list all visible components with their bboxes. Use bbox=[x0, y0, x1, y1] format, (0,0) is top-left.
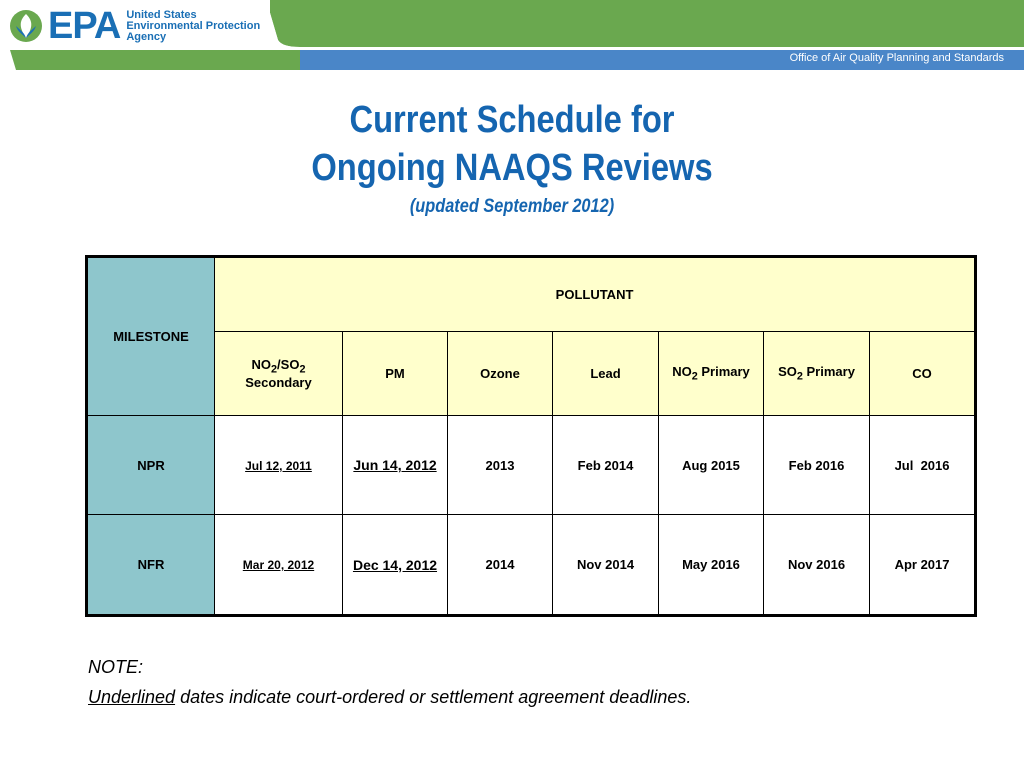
slide-title-block bbox=[0, 96, 1024, 222]
col-header-pm: PM bbox=[343, 332, 448, 416]
agency-line-3: Agency bbox=[126, 30, 167, 43]
cell-nfr-no2: May 2016 bbox=[659, 515, 764, 616]
office-label: Office of Air Quality Planning and Standards bbox=[789, 52, 1004, 64]
note-rest: dates indicate court-ordered or settlement agreement deadlines. bbox=[175, 687, 692, 707]
cell-nfr-ozone: 2014 bbox=[448, 515, 553, 616]
cell-nfr-co: Apr 2017 bbox=[870, 515, 976, 616]
epa-logo bbox=[8, 6, 260, 46]
pollutant-header: POLLUTANT bbox=[215, 257, 976, 332]
note-text bbox=[88, 682, 691, 712]
cell-npr-pm: Jun 14, 2012 bbox=[343, 416, 448, 515]
note-underlined-word: Underlined bbox=[88, 687, 176, 707]
agency-line-1: United States bbox=[126, 8, 197, 21]
cell-npr-lead: Feb 2014 bbox=[553, 416, 659, 515]
col-header-ozone: Ozone bbox=[448, 332, 553, 416]
cell-npr-co: Jul 2016 bbox=[870, 416, 976, 515]
cell-npr-no2: Aug 2015 bbox=[659, 416, 764, 515]
cell-nfr-pm: Dec 14, 2012 bbox=[343, 515, 448, 616]
cell-npr-no2so2: Jul 12, 2011 bbox=[215, 416, 343, 515]
header-banner bbox=[0, 0, 1024, 72]
cell-npr-ozone: 2013 bbox=[448, 416, 553, 515]
cell-nfr-so2: Nov 2016 bbox=[764, 515, 870, 616]
row-label-nfr: NFR bbox=[87, 515, 215, 616]
table-header-row-1 bbox=[87, 257, 976, 332]
cell-npr-so2: Feb 2016 bbox=[764, 416, 870, 515]
agency-line-2: Environmental Protection bbox=[126, 19, 261, 32]
milestone-header: MILESTONE bbox=[87, 257, 215, 416]
table-header-row-2 bbox=[87, 332, 976, 416]
epa-wordmark: EPA bbox=[48, 5, 121, 47]
note-label: NOTE: bbox=[88, 657, 144, 677]
col-header-co: CO bbox=[870, 332, 976, 416]
table-row-npr bbox=[87, 416, 976, 515]
cell-nfr-lead: Nov 2014 bbox=[553, 515, 659, 616]
col-header-no2-so2-secondary: $NO_2/SO_2$ Secondary bbox=[215, 332, 343, 416]
table-row-nfr bbox=[87, 515, 976, 616]
row-label-npr: NPR bbox=[87, 416, 215, 515]
agency-name bbox=[126, 10, 260, 43]
slide-title-line-2: Ongoing NAAQS Reviews bbox=[311, 147, 713, 189]
col-header-so2-primary: $SO_2$ Primary bbox=[764, 332, 870, 416]
naaqs-schedule-table bbox=[85, 255, 977, 617]
slide-title-line-1: Current Schedule for bbox=[349, 99, 675, 141]
col-header-no2-primary: $NO_2$ Primary bbox=[659, 332, 764, 416]
col-header-lead: Lead bbox=[553, 332, 659, 416]
cell-nfr-no2so2: Mar 20, 2012 bbox=[215, 515, 343, 616]
epa-seal-icon bbox=[8, 8, 44, 44]
footnote bbox=[88, 652, 691, 712]
slide-subtitle: (updated September 2012) bbox=[409, 196, 615, 217]
